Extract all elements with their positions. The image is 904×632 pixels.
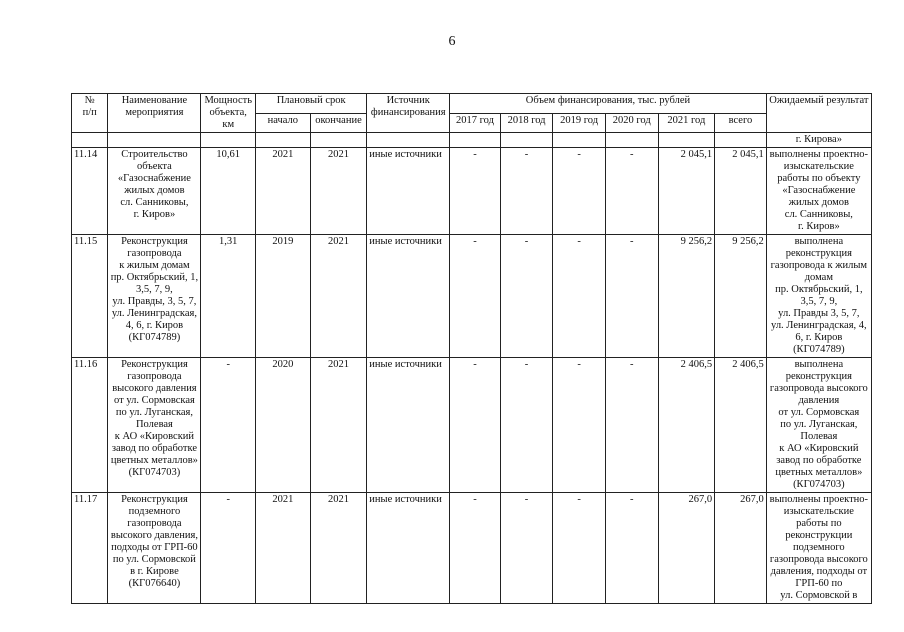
header-funding: Объем финансирования, тыс. рублей [450,94,767,114]
cell-start: 2020 [256,358,311,493]
cell-total: 2 045,1 [715,148,767,235]
cell-2019: - [553,358,606,493]
header-start: начало [256,113,311,133]
continuation-result: г. Кирова» [766,133,871,148]
continuation-row [72,133,872,148]
cell-capacity: - [201,358,256,493]
header-year-2020: 2020 год [605,113,658,133]
cell-start: 2021 [256,148,311,235]
cell-num: 11.17 [72,493,108,604]
header-end: окончание [310,113,367,133]
cell-2017: - [450,493,501,604]
cell-2020: - [605,493,658,604]
cell-total: 9 256,2 [715,235,767,358]
cell-capacity: 10,61 [201,148,256,235]
cell-start: 2021 [256,493,311,604]
cell-2020: - [605,358,658,493]
cell-2018: - [500,235,553,358]
cell-capacity: - [201,493,256,604]
cell-num: 11.16 [72,358,108,493]
table-row [72,493,872,604]
header-total: всего [715,113,767,133]
cell-2018: - [500,493,553,604]
cell-result: выполнена реконструкция газопровода к жилым домам пр. Октябрьский, 1, 3,5, 7, 9, ул. Правды 3, 5, 7, ул. Ленинградская, 4, 6, г. Киров (КГ074789) [766,235,871,358]
cell-end: 2021 [310,235,367,358]
header-year-2018: 2018 год [500,113,553,133]
cell-2019: - [553,148,606,235]
cell-2020: - [605,235,658,358]
cell-2021: 9 256,2 [658,235,715,358]
page-number: 6 [448,34,456,49]
cell-2017: - [450,148,501,235]
cell-result: выполнены проектно- изыскательские работы по объекту «Газоснабжение жилых домов сл. Санниковы, г. Киров» [766,148,871,235]
cell-end: 2021 [310,148,367,235]
table-row [72,148,872,235]
header-year-2019: 2019 год [553,113,606,133]
header-source: Источник финансирования [367,94,450,133]
table-row [72,358,872,493]
cell-num: 11.14 [72,148,108,235]
header-row-1 [72,94,872,114]
cell-start: 2019 [256,235,311,358]
table-row [72,235,872,358]
cell-2021: 2 045,1 [658,148,715,235]
cell-result: выполнена реконструкция газопровода высокого давления от ул. Сормовская по ул. Луганская, Полевая к АО «Кировский завод по обработке цветных металлов» (КГ074703) [766,358,871,493]
cell-total: 2 406,5 [715,358,767,493]
header-year-2017: 2017 год [450,113,501,133]
cell-2019: - [553,235,606,358]
cell-source: иные источники [367,358,450,493]
cell-total: 267,0 [715,493,767,604]
cell-capacity: 1,31 [201,235,256,358]
header-capacity: Мощность объекта, км [201,94,256,133]
cell-end: 2021 [310,358,367,493]
cell-2018: - [500,358,553,493]
cell-2017: - [450,358,501,493]
cell-name: Строительство объекта «Газоснабжение жилых домов сл. Санниковы, г. Киров» [108,148,201,235]
cell-result: выполнены проектно- изыскательские работы по реконструкции подземного газопровода высокого давления, подходы от ГРП-60 по ул. Сормовской в [766,493,871,604]
cell-source: иные источники [367,148,450,235]
cell-num: 11.15 [72,235,108,358]
funding-plan-table [71,93,872,604]
cell-name: Реконструкция газопровода к жилым домам пр. Октябрьский, 1, 3,5, 7, 9, ул. Правды, 3, 5, 7, ул. Ленинградская, 4, 6, г. Киров (КГ074789) [108,235,201,358]
cell-2020: - [605,148,658,235]
cell-2021: 267,0 [658,493,715,604]
cell-source: иные источники [367,235,450,358]
header-num: № п/п [72,94,108,133]
header-result: Ожидаемый результат [766,94,871,133]
header-year-2021: 2021 год [658,113,715,133]
table-body [72,148,872,604]
cell-name: Реконструкция подземного газопровода высокого давления, подходы от ГРП-60 по ул. Сормовской в г. Кирове (КГ076640) [108,493,201,604]
header-schedule: Плановый срок [256,94,367,114]
cell-end: 2021 [310,493,367,604]
cell-2018: - [500,148,553,235]
cell-source: иные источники [367,493,450,604]
cell-2019: - [553,493,606,604]
cell-name: Реконструкция газопровода высокого давления от ул. Сормовская по ул. Луганская, Полевая к АО «Кировский завод по обработке цветных металлов» (КГ074703) [108,358,201,493]
header-name: Наименование мероприятия [108,94,201,133]
cell-2017: - [450,235,501,358]
cell-2021: 2 406,5 [658,358,715,493]
